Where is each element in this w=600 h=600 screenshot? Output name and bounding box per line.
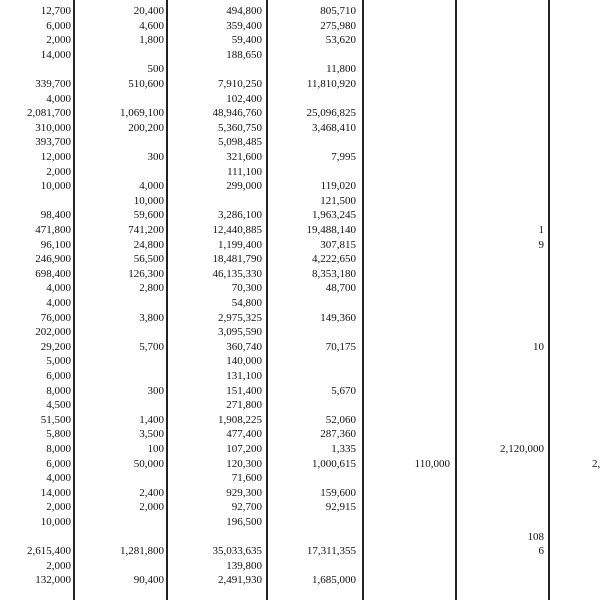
table-cell: 140,000: [226, 355, 262, 368]
table-cell: 1,400: [139, 413, 164, 426]
table-cell: 10,000: [40, 180, 71, 193]
table-cell: 4,600: [139, 19, 164, 32]
table-cell: 2,400: [139, 486, 164, 499]
table-cell: 46,135,330: [212, 267, 262, 280]
table-cell: 321,600: [226, 151, 262, 163]
table-cell: 12,440,885: [212, 224, 262, 236]
table-cell: 70,175: [325, 340, 356, 353]
table-cell: 7,995: [331, 151, 356, 163]
table-cell: 5,700: [139, 340, 164, 353]
table-cell: 56,500: [133, 253, 164, 266]
table-cell: 19,488,140: [306, 224, 356, 236]
table-cell: 139,800: [226, 559, 262, 572]
table-cell: 2,: [592, 457, 600, 470]
table-cell: 14,000: [40, 486, 71, 499]
table-cell: 1,335: [331, 443, 356, 455]
table-cell: 111,100: [227, 165, 262, 178]
table-cell: 14,000: [40, 48, 71, 61]
table-cell: 3,286,100: [218, 209, 262, 222]
table-cell: 202,000: [35, 326, 71, 339]
table-cell: 11,810,920: [306, 78, 356, 90]
table-cell: 196,500: [226, 516, 262, 528]
table-cell: 149,360: [320, 311, 356, 324]
table-cell: 1,281,800: [120, 545, 164, 558]
table-cell: 98,400: [40, 209, 71, 222]
table-cell: 741,200: [128, 224, 164, 236]
table-cell: 107,200: [226, 443, 262, 455]
table-cell: 96,100: [40, 238, 71, 251]
table-cell: 10: [533, 340, 544, 353]
table-cell: 35,033,635: [212, 545, 262, 558]
table-cell: 2,000: [46, 165, 71, 178]
table-cell: 52,060: [325, 413, 356, 426]
table-cell: 299,000: [226, 180, 262, 193]
table-cell: 2,000: [139, 501, 164, 514]
table-cell: 8,000: [46, 384, 71, 397]
table-cell: 48,946,760: [212, 107, 262, 120]
table-cell: 5,670: [331, 384, 356, 397]
table-cell: 4,000: [46, 282, 71, 295]
table-cell: 100: [147, 443, 164, 455]
table-cell: 1: [538, 224, 544, 236]
table-cell: 7,910,250: [218, 78, 262, 90]
table-cell: 359,400: [226, 19, 262, 32]
table-cell: 6,000: [46, 19, 71, 32]
table-cell: 151,400: [226, 384, 262, 397]
table-cell: 4,500: [46, 399, 71, 412]
table-cell: 59,400: [231, 34, 262, 47]
table-cell: 12,000: [40, 151, 71, 163]
table-cell: 1,000,615: [312, 457, 356, 470]
table-cell: 1,199,400: [218, 238, 262, 251]
table-cell: 1,685,000: [312, 574, 356, 587]
table-cell: 131,100: [226, 370, 262, 382]
table-cell: 70,300: [231, 282, 262, 295]
table-cell: 90,400: [133, 574, 164, 587]
table-cell: 10,000: [133, 194, 164, 207]
table-cell: 6,000: [46, 457, 71, 470]
table-cell: 360,740: [226, 340, 262, 353]
table-cell: 3,500: [139, 428, 164, 441]
table-cell: 132,000: [35, 574, 71, 587]
table-cell: 500: [147, 63, 164, 76]
table-cell: 59,600: [133, 209, 164, 222]
table-cell: 4,000: [46, 297, 71, 309]
table-cell: 6,000: [46, 370, 71, 382]
table-cell: 1,963,245: [312, 209, 356, 222]
table-cell: 17,311,355: [306, 545, 356, 558]
table-cell: 2,800: [139, 282, 164, 295]
table-cell: 2,000: [46, 559, 71, 572]
table-cell: 54,800: [231, 297, 262, 309]
table-cell: 4,222,650: [312, 253, 356, 266]
table-cell: 121,500: [320, 194, 356, 207]
table-row: [0, 571, 600, 589]
table-cell: 698,400: [35, 267, 71, 280]
table-cell: 92,915: [325, 501, 356, 514]
table-cell: 310,000: [35, 121, 71, 134]
table-cell: 805,710: [320, 5, 356, 17]
table-cell: 10,000: [40, 516, 71, 528]
table-cell: 1,800: [139, 34, 164, 47]
table-cell: 50,000: [133, 457, 164, 470]
table-cell: 51,500: [40, 413, 71, 426]
table-cell: 300: [147, 384, 164, 397]
table-cell: 48,700: [325, 282, 356, 295]
table-cell: 246,900: [35, 253, 71, 266]
table-cell: 3,800: [139, 311, 164, 324]
table-cell: 300: [147, 151, 164, 163]
table-cell: 120,300: [226, 457, 262, 470]
table-cell: 4,000: [46, 92, 71, 105]
table-cell: 20,400: [133, 5, 164, 17]
table-cell: 18,481,790: [212, 253, 262, 266]
table-cell: 2,081,700: [27, 107, 71, 120]
table-cell: 2,120,000: [500, 443, 544, 455]
table-cell: 287,360: [320, 428, 356, 441]
table-cell: 110,000: [414, 457, 450, 470]
table-cell: 119,020: [320, 180, 356, 193]
table-cell: 2,975,325: [218, 311, 262, 324]
table-cell: 5,800: [46, 428, 71, 441]
table-cell: 2,491,930: [218, 574, 262, 587]
table-cell: 188,650: [226, 48, 262, 61]
table-cell: 2,615,400: [27, 545, 71, 558]
table-cell: 9: [538, 238, 544, 251]
table-cell: 929,300: [226, 486, 262, 499]
table-cell: 8,000: [46, 443, 71, 455]
table-cell: 477,400: [226, 428, 262, 441]
table-cell: 24,800: [133, 238, 164, 251]
table-cell: 159,600: [320, 486, 356, 499]
table-cell: 29,200: [40, 340, 71, 353]
table-cell: 1,069,100: [120, 107, 164, 120]
table-cell: 8,353,180: [312, 267, 356, 280]
table-cell: 3,095,590: [218, 326, 262, 339]
table-cell: 271,800: [226, 399, 262, 412]
table-cell: 275,980: [320, 19, 356, 32]
table-cell: 1,908,225: [218, 413, 262, 426]
table-cell: 5,098,485: [218, 136, 262, 149]
table-cell: 126,300: [128, 267, 164, 280]
table-cell: 494,800: [226, 5, 262, 17]
table-cell: 471,800: [35, 224, 71, 236]
table-cell: 307,815: [320, 238, 356, 251]
table-cell: 53,620: [325, 34, 356, 47]
table-cell: 102,400: [226, 92, 262, 105]
table-cell: 339,700: [35, 78, 71, 90]
table-cell: 4,000: [46, 472, 71, 485]
table-cell: 25,096,825: [306, 107, 356, 120]
table-cell: 200,200: [128, 121, 164, 134]
table-cell: 2,000: [46, 34, 71, 47]
table-cell: 3,468,410: [312, 121, 356, 134]
table-cell: 510,600: [128, 78, 164, 90]
table-cell: 393,700: [35, 136, 71, 149]
table-cell: 71,600: [231, 472, 262, 485]
table-cell: 6: [538, 545, 544, 558]
table-cell: 5,360,750: [218, 121, 262, 134]
table-cell: 4,000: [139, 180, 164, 193]
table-cell: 92,700: [231, 501, 262, 514]
table-cell: 76,000: [40, 311, 71, 324]
table-cell: 108: [527, 530, 544, 543]
table-cell: 12,700: [40, 5, 71, 17]
table-cell: 2,000: [46, 501, 71, 514]
table-cell: 11,800: [326, 63, 356, 76]
table-cell: 5,000: [46, 355, 71, 368]
